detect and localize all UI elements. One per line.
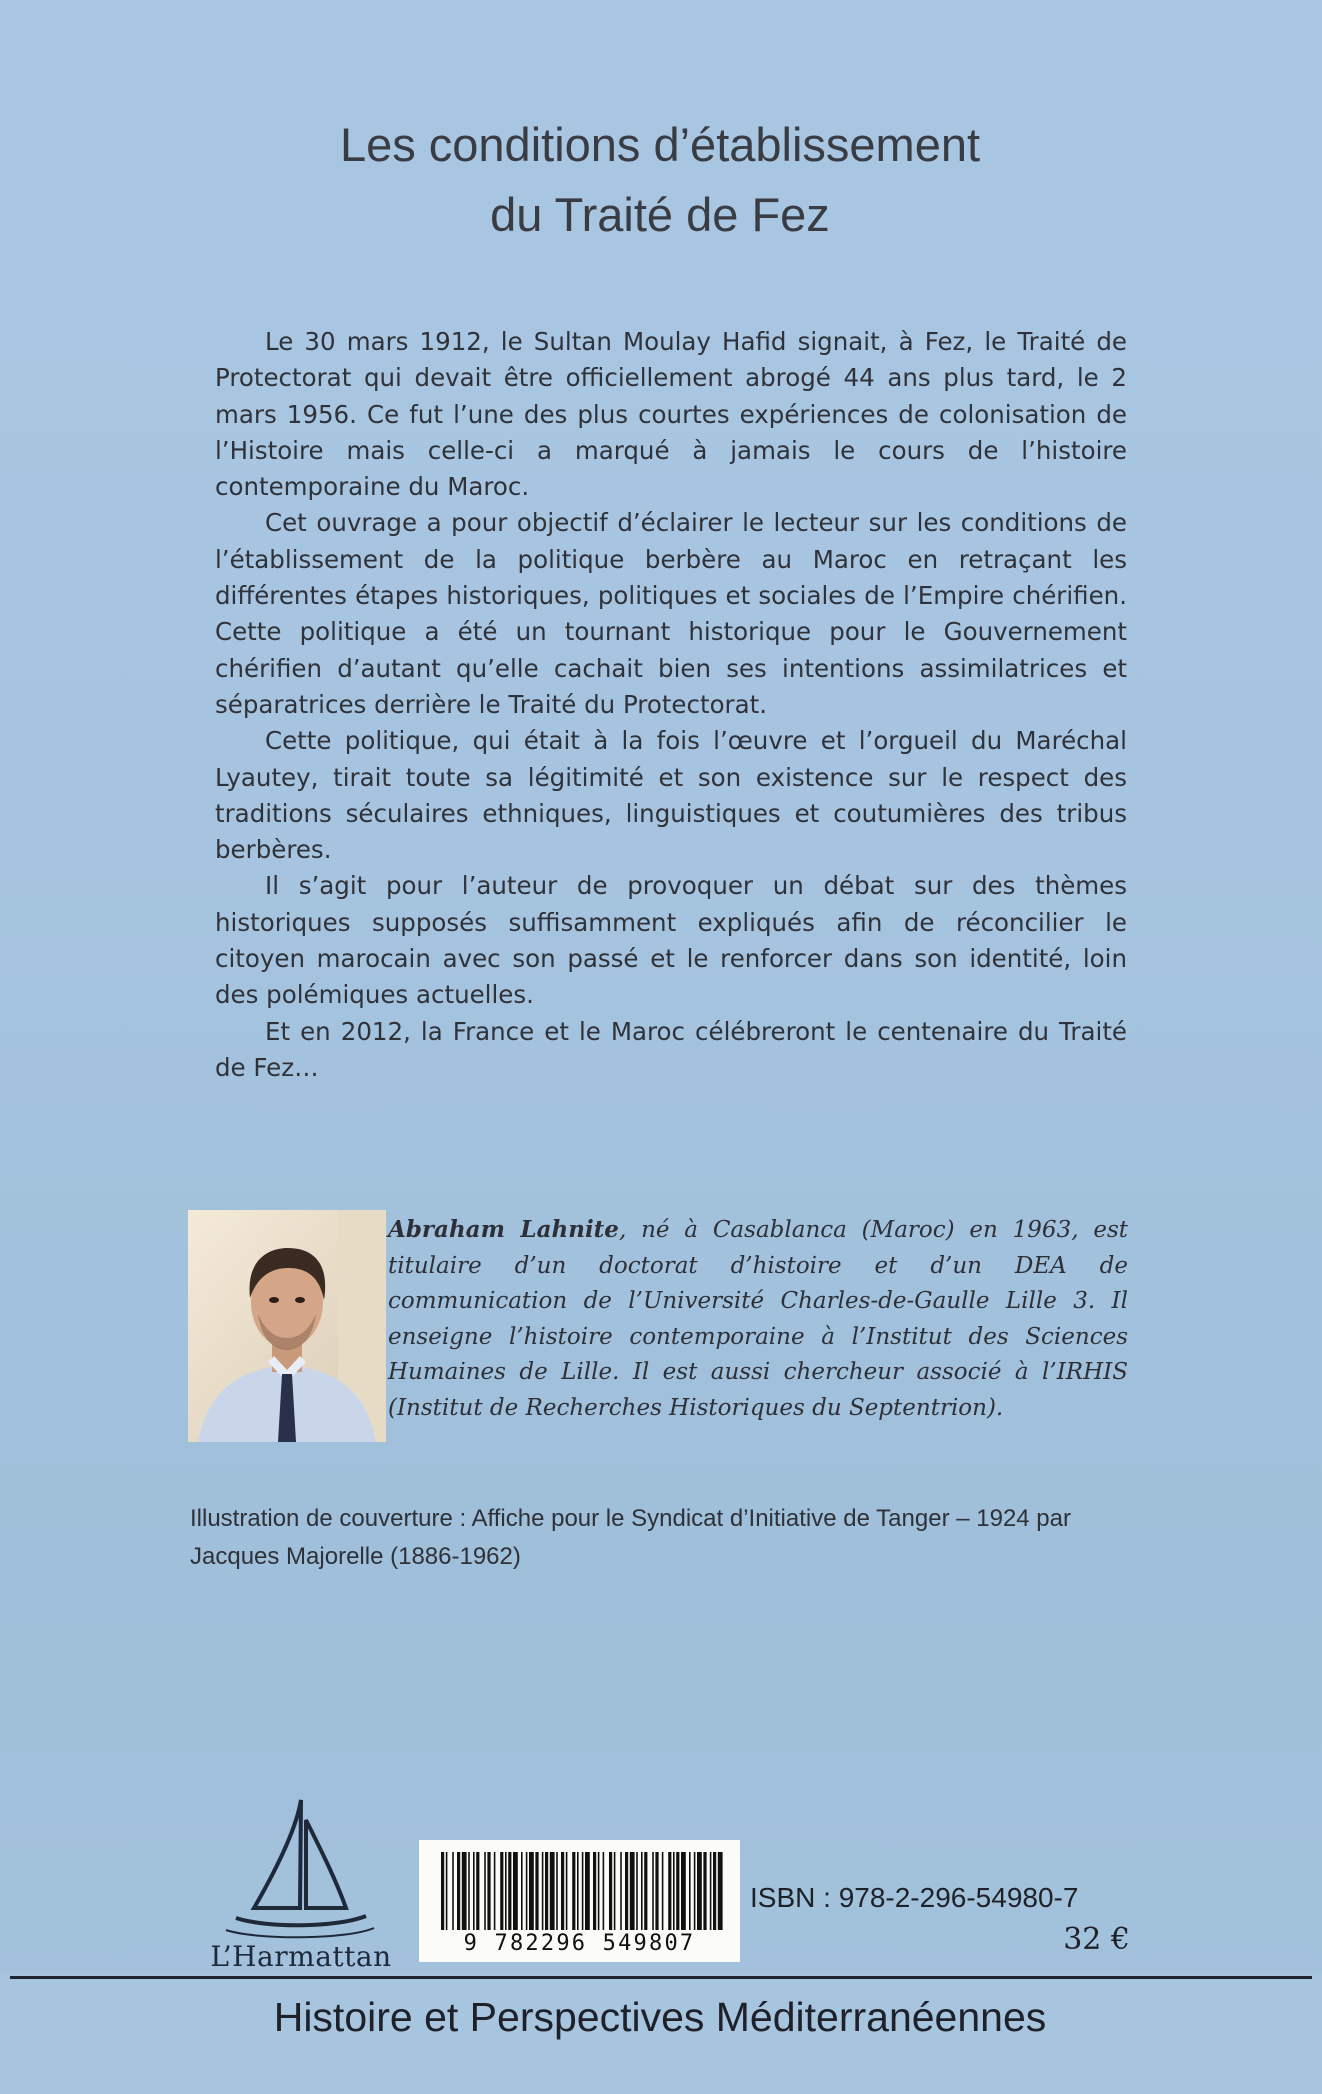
barcode-bar [652, 1852, 654, 1930]
barcode-bar [452, 1852, 454, 1930]
barcode-bar [718, 1852, 723, 1930]
publisher-name: L’Harmattan [210, 1940, 392, 1973]
book-title [180, 110, 1140, 250]
barcode-bar [681, 1852, 686, 1930]
barcode-bar [598, 1852, 600, 1930]
series-divider [10, 1976, 1312, 1979]
barcode-bar [535, 1852, 538, 1930]
author-bio-text: , né à Casablanca (Maroc) en 1963, est titulaire d’un doctorat d’histoire et d’un DEA de communication de l’Université Charles-de-Gaulle Lille 3. Il enseigne l’histoire contemporaine à l’Institut des Sciences Humaines de Lille. Il est aussi chercheur associé à l’IRHIS (Institut de Recherches Historiques du Septentrion). [388, 1217, 1128, 1421]
barcode-bar [636, 1852, 638, 1930]
barcode-bar [614, 1852, 616, 1930]
barcode-bar [668, 1852, 671, 1930]
barcode-bar [676, 1852, 679, 1930]
barcode-bar [566, 1852, 568, 1930]
author-bio [388, 1212, 1128, 1427]
barcode-bar [462, 1852, 467, 1930]
barcode-bar [655, 1852, 658, 1930]
blurb-paragraph-1: Le 30 mars 1912, le Sultan Moulay Hafid signait, à Fez, le Traité de Protectorat qui devait être officiellement abrogé 44 ans plus tard, le 2 mars 1956. Ce fut l’une des plus courtes expériences de colonisation de l’Histoire mais celle-ci a marqué à jamais le cours de l’histoire contemporaine du Maroc. [215, 327, 1127, 502]
series-title: Histoire et Perspectives Méditerranéennes [273, 1994, 1047, 2040]
barcode-bar [484, 1852, 486, 1930]
barcode-digits: 9 782296 549807 [463, 1931, 696, 1956]
barcode-bar [521, 1852, 523, 1930]
author-name: Abraham Lahnite [388, 1216, 619, 1243]
barcode-bar [625, 1852, 628, 1930]
barcode-bar [703, 1852, 706, 1930]
barcode-bar [662, 1852, 664, 1930]
barcode-bar [561, 1852, 564, 1930]
barcode-bar [446, 1852, 448, 1930]
barcode-bar [609, 1852, 612, 1930]
isbn: ISBN : 978-2-296-54980-7 [750, 1882, 1079, 1913]
barcode-bar [710, 1852, 712, 1930]
illustration-credit: Illustration de couverture : Affiche pour le Syndicat d’Initiative de Tanger – 1924 par Jacques Majorelle (1886-1962) [190, 1505, 1071, 1570]
barcode-bar [689, 1852, 691, 1930]
barcode-bar [529, 1852, 534, 1930]
barcode-bar [476, 1852, 479, 1930]
barcode-bar [487, 1852, 490, 1930]
barcode-bar [550, 1852, 555, 1930]
barcode-bar [697, 1852, 702, 1930]
barcode-bar [582, 1852, 584, 1930]
barcode-bar [593, 1852, 596, 1930]
book-title-line-1: Les conditions d’établissement [339, 118, 981, 171]
barcode-bar [556, 1852, 558, 1930]
barcode-bar [441, 1852, 444, 1930]
barcode-bar [641, 1852, 643, 1930]
blurb [215, 324, 1127, 1086]
barcode-bar [457, 1852, 460, 1930]
barcode-bar [505, 1852, 507, 1930]
barcode-bar [577, 1852, 579, 1930]
barcode-bar [644, 1852, 647, 1930]
barcode-bar [630, 1852, 635, 1930]
barcode-bar [694, 1852, 696, 1930]
blurb-paragraph-2: Cet ouvrage a pour objectif d’éclairer le lecteur sur les conditions de l’établissement de la politique berbère au Maroc en retraçant les différentes étapes historiques, politiques et sociales de l’Empire chérifien. Cette politique a été un tournant historique pour le Gouvernement chérifien d’autant qu’elle cachait bien ses intentions assimilatrices et séparatrices derrière le Traité du Protectorat. [215, 508, 1127, 719]
blurb-paragraph-4: Il s’agit pour l’auteur de provoquer un débat sur des thèmes historiques supposés suffisamment expliqués afin de réconcilier le citoyen marocain avec son passé et le renforcer dans son identité, loin des polémiques actuelles. [215, 871, 1127, 1010]
barcode-bar [526, 1852, 528, 1930]
blurb-paragraph-5: Et en 2012, la France et le Maroc célébreront le centenaire du Traité de Fez… [215, 1016, 1127, 1082]
barcode-bar [585, 1852, 590, 1930]
barcode-bar [545, 1852, 548, 1930]
barcode-bar [468, 1852, 470, 1930]
book-title-line-2: du Traité de Fez [490, 188, 830, 241]
barcode-bar [473, 1852, 475, 1930]
barcode-bar [513, 1852, 518, 1930]
barcode-bar [620, 1852, 622, 1930]
barcode-bar [494, 1852, 496, 1930]
barcode-bar [500, 1852, 503, 1930]
barcode-bar [603, 1852, 605, 1930]
price: 32 € [1063, 1922, 1130, 1957]
barcode-bar [572, 1852, 575, 1930]
barcode-bar [713, 1852, 716, 1930]
barcode-bar [508, 1852, 511, 1930]
barcode-bar [542, 1852, 544, 1930]
barcode [419, 1840, 740, 1962]
blurb-paragraph-3: Cette politique, qui était à la fois l’œuvre et l’orgueil du Maréchal Lyautey, tirait toute sa légitimité et son existence sur le respect des traditions séculaires ethniques, linguistiques et coutumières des tribus berbères. [215, 726, 1127, 865]
author-photo [188, 1210, 386, 1442]
barcode-bar [673, 1852, 675, 1930]
